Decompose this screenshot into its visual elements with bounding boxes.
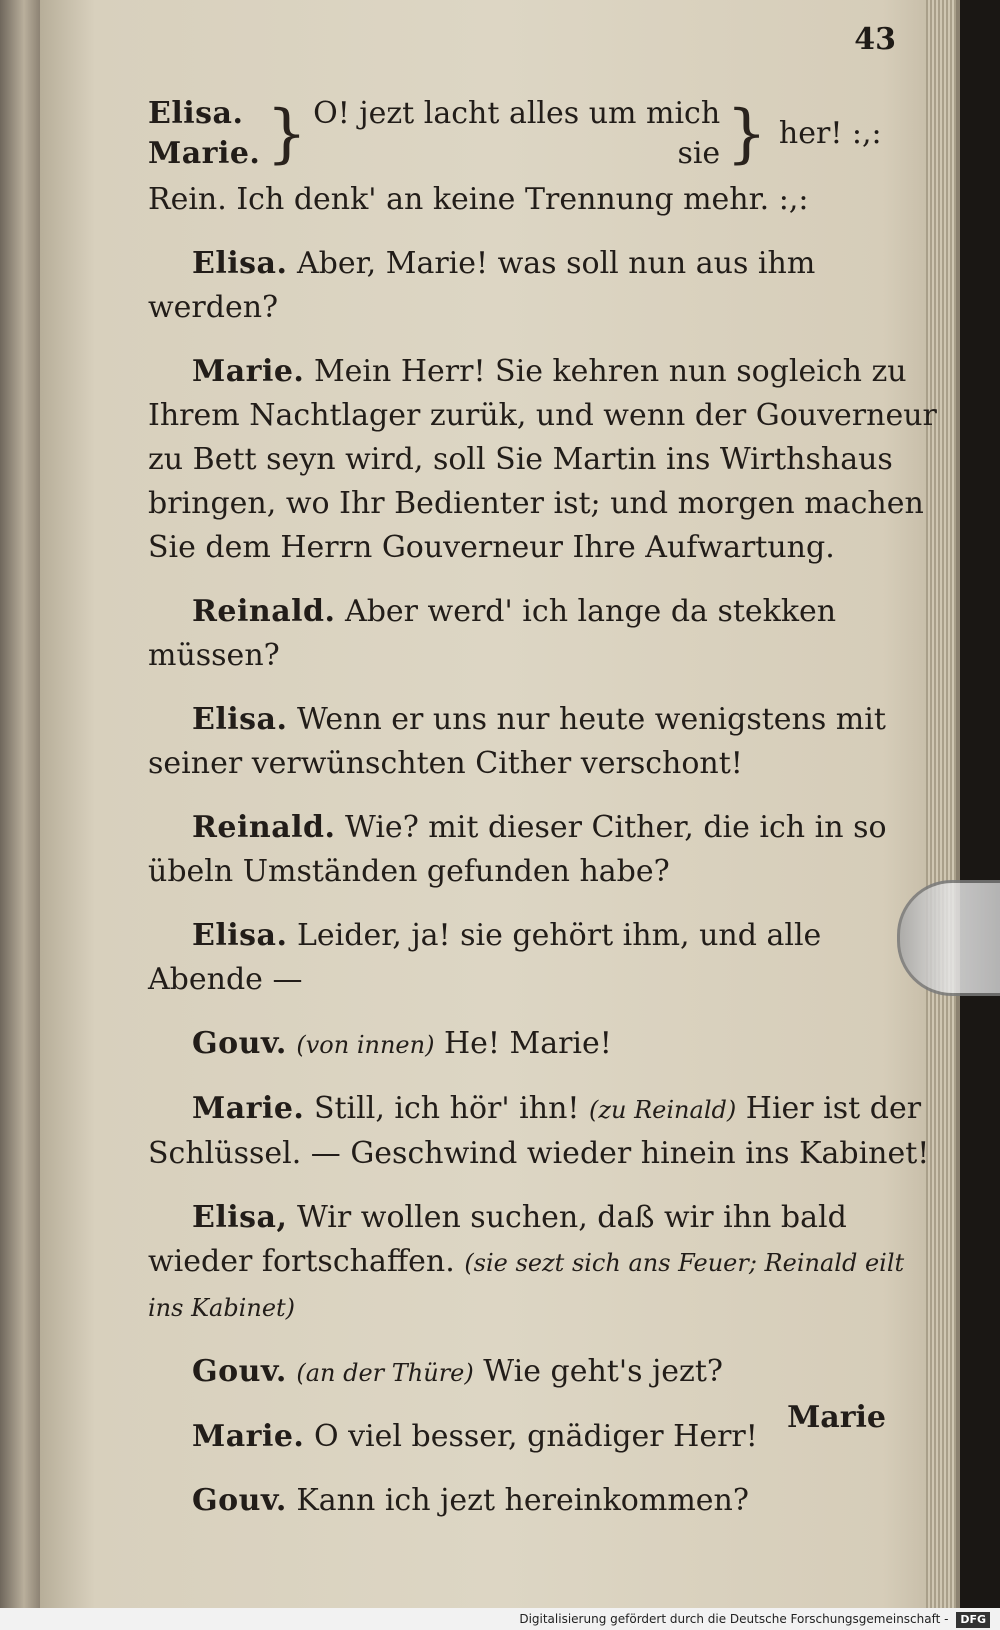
stage-direction: (sie sezt sich ans Feuer; Reinald eilt ins Kabinet) — [148, 1249, 905, 1322]
duet-line: O! jezt lacht alles um mich — [313, 96, 721, 131]
duet-speakers — [148, 94, 260, 174]
dialogue-text: He! Marie! — [443, 1026, 612, 1061]
dialogue-text: Wie geht's jezt? — [483, 1354, 724, 1389]
speaker-label: Gouv. — [192, 1483, 287, 1518]
speaker-label: Elisa. — [192, 246, 288, 281]
line-rein: Rein. Ich denk' an keine Trennung mehr. :,: — [148, 182, 809, 217]
speaker-label: Reinald. — [192, 594, 336, 629]
dialogue-text: Leider, ja! sie gehört ihm, und alle Abende — — [148, 918, 822, 997]
speaker-label: Marie. — [192, 354, 305, 389]
dialogue-text: Still, ich hör' ihn! — [313, 1091, 580, 1126]
speaker-elisa: Elisa. — [148, 96, 244, 131]
line-elisa-1 — [148, 242, 938, 330]
line-elisa-2 — [148, 698, 938, 786]
dialogue-text: Wir wollen suchen, daß wir ihn bald wieder fortschaffen. — [148, 1200, 847, 1279]
footer-credit: Digitalisierung gefördert durch die Deutsche Forschungsgemeinschaft - — [519, 1612, 949, 1626]
speaker-label: Gouv. — [192, 1026, 287, 1061]
stage-direction: (von innen) — [296, 1031, 435, 1059]
stage-direction: (an der Thüre) — [296, 1359, 474, 1387]
dialogue-text: Mein Herr! Sie kehren nun sogleich zu Ihrem Nachtlager zurük, und wenn der Gouverneur zu Bett seyn wird, soll Sie Martin ins Wirthshaus bringen, wo Ihr Bedienter ist; und morgen machen Sie dem Herrn Gouverneur Ihre Aufwartung. — [148, 354, 937, 565]
line-elisa-3 — [148, 914, 938, 1002]
speaker-label: Elisa. — [192, 702, 288, 737]
line-marie-2 — [148, 1087, 938, 1176]
line-reinald-1 — [148, 590, 938, 678]
brace-right: } — [726, 97, 767, 171]
speaker-label: Reinald. — [192, 810, 336, 845]
speaker-marie: Marie. — [148, 136, 261, 171]
page-clip — [897, 880, 1000, 996]
catchword: Marie — [787, 1400, 886, 1435]
duet-lines — [148, 90, 938, 178]
book-page — [40, 0, 960, 1608]
page-text — [148, 90, 938, 1523]
dialogue-text: Kann ich jezt hereinkommen? — [296, 1483, 749, 1518]
dialogue-text: Wenn er uns nur heute wenigstens mit seiner verwünschten Cither verschont! — [148, 702, 886, 781]
speaker-label: Elisa. — [192, 918, 288, 953]
speaker-label: Marie. — [192, 1091, 305, 1126]
duet-word-b: sie — [677, 136, 721, 171]
brace-left: } — [266, 97, 308, 171]
dialogue-text: Aber werd' ich lange da stekken müssen? — [148, 594, 837, 673]
facing-page-edge — [0, 0, 40, 1610]
line-marie-1 — [148, 350, 938, 570]
line-reinald-2 — [148, 806, 938, 894]
dfg-logo: DFG — [956, 1612, 990, 1628]
speaker-label: Marie. — [192, 1419, 305, 1454]
stage-direction: (zu Reinald) — [589, 1096, 737, 1124]
page-number: 43 — [854, 22, 896, 57]
speaker-label: Elisa, — [192, 1200, 288, 1235]
dialogue-text: O viel besser, gnädiger Herr! — [313, 1419, 758, 1454]
line-elisa-4 — [148, 1196, 938, 1330]
line-gouv-1 — [148, 1022, 938, 1067]
dialogue-text: Hier ist der Schlüssel. — Geschwind wieder hinein ins Kabinet! — [148, 1091, 930, 1171]
digitization-footer — [0, 1608, 1000, 1630]
duet-ending: her! :,: — [778, 116, 882, 151]
line-gouv-3 — [148, 1479, 938, 1523]
speaker-label: Gouv. — [192, 1354, 287, 1389]
dialogue-text: Aber, Marie! was soll nun aus ihm werden? — [148, 246, 816, 325]
duet-lyric — [313, 94, 720, 174]
line-gouv-2 — [148, 1350, 938, 1395]
dialogue-text: Wie? mit dieser Cither, die ich in so übeln Umständen gefunden habe? — [148, 810, 887, 889]
